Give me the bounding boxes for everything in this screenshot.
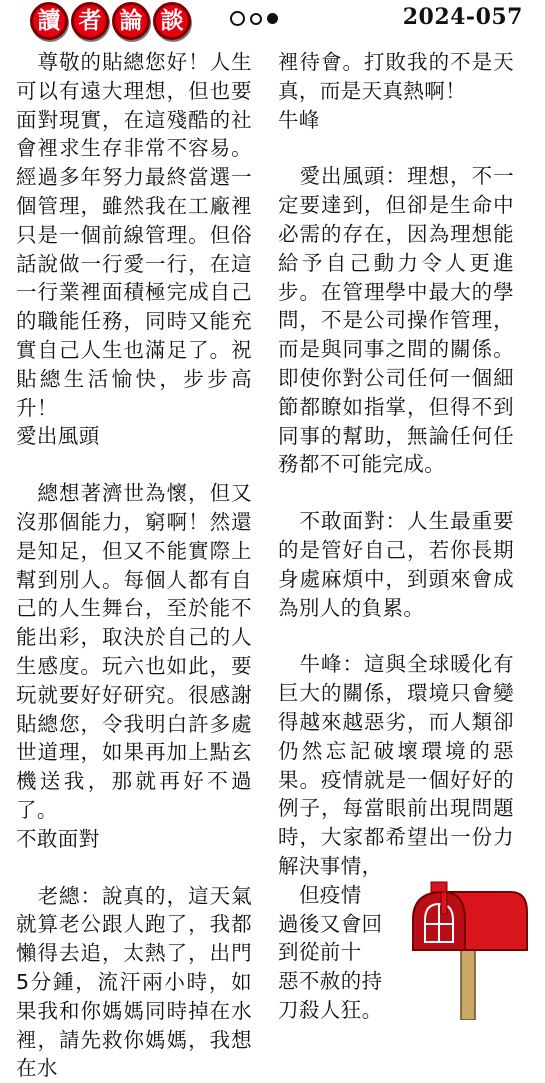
column-title [30, 2, 191, 40]
title-char: 談 [153, 2, 191, 40]
reply-line: 刀殺人狂。 [278, 997, 383, 1022]
right-column [278, 48, 514, 1025]
reply-line: 到從前十 [278, 940, 362, 965]
reply-body: 愛出風頭：理想，不一定要達到，但卻是生命中必需的存在，因為理想能給予自己動力令人更進步。在管理學中最大的學問，不是公司操作管理，而是與同事之間的關係。即使你對公司任何一個細節都瞭如指掌，但得不到同事的幫助，無論任何任務都不可能完成。 [278, 164, 514, 477]
title-char: 論 [112, 2, 150, 40]
reply-body: 不敢面對：人生最重要的是管好自己，若你長期身處麻煩中，到頭來會成為別人的負累。 [278, 509, 514, 620]
mailbox-icon [403, 880, 533, 1020]
filled-circle-icon [267, 13, 278, 24]
decorative-dots [230, 11, 278, 26]
header [0, 0, 545, 40]
reply-line: 惡不赦的持 [278, 969, 383, 994]
letter-signature: 愛出風頭 [16, 424, 100, 449]
title-char: 者 [71, 2, 109, 40]
reply-line: 過後又會回 [278, 911, 383, 936]
issue-number: 2024-057 [402, 4, 523, 30]
reply-body: 裡待會。打敗我的不是天真，而是天真熱啊！ [278, 50, 514, 103]
letter-signature: 不敢面對 [16, 826, 100, 851]
reply-signature: 牛峰 [278, 107, 320, 132]
left-column [16, 48, 252, 1083]
letter-body: 總想著濟世為懷，但又沒那個能力，窮啊！然還是知足，但又不能實際上幫到別人。每個人都有自己的人生舞台，至於能不能出彩，取決於自己的人生感度。玩六也如此，要玩就要好好研究。很感謝貼總您，令我明白許多處世道理，如果再加上點玄機送我，那就再好不過了。 [16, 481, 252, 822]
circle-icon [250, 13, 262, 25]
title-char: 讀 [30, 2, 68, 40]
reply-body: 牛峰：這與全球暖化有巨大的關係，環境只會變得越來越惡劣，而人類卻仍然忘記破壞環境的惡果。疫情就是一個好好的例子，每當眼前出現問題時，大家都希望出一份力解決事情， [278, 652, 514, 878]
reply-line: 但疫情 [278, 882, 362, 907]
circle-icon [230, 11, 245, 26]
letter-body: 尊敬的貼總您好！人生可以有遠大理想，但也要面對現實，在這殘酷的社會裡求生存非常不容易。經過多年努力最終當選一個管理，雖然我在工廠裡只是一個前線管理。但俗話說做一行愛一行，在這一行業裡面積極完成自己的職能任務，同時又能充實自己人生也滿足了。祝貼總生活愉快，步步高升！ [16, 50, 252, 420]
reply-body: 老總：說真的，這天氣就算老公跟人跑了，我都懶得去追，太熱了，出門5分鍾，流汗兩小時，如果我和你媽媽同時掉在水裡，請先救你媽媽，我想在水 [16, 883, 252, 1081]
